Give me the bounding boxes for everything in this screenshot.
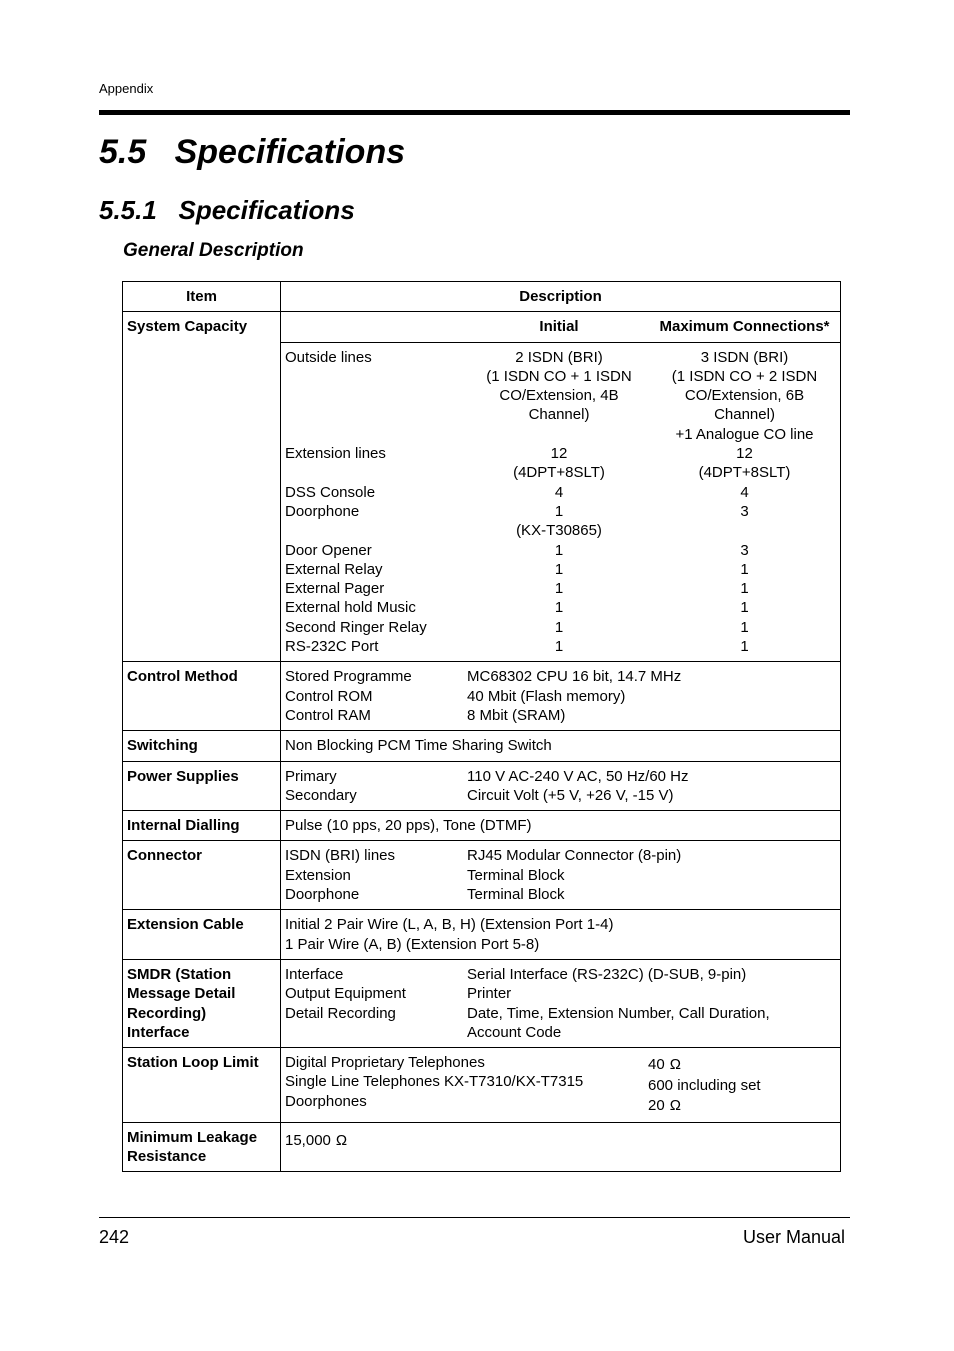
- capacity-row: [285, 483, 836, 502]
- page-number: 242: [99, 1227, 130, 1247]
- row-label: Control Method: [123, 662, 281, 730]
- kv-key: Single Line Telephones KX-T7310/KX-T7315: [285, 1073, 584, 1091]
- capacity-max: 1: [740, 638, 749, 656]
- table-row-internal-dialling: [123, 810, 840, 840]
- capacity-item: Door Opener: [285, 541, 372, 559]
- kv-key: Doorphones: [285, 1092, 367, 1110]
- capacity-initial: 2 ISDN (BRI) (1 ISDN CO + 1 ISDN CO/Extension, 4B Channel): [486, 348, 632, 424]
- capacity-row: [285, 579, 836, 598]
- col-max: Maximum Connections*: [659, 318, 830, 336]
- kv-value: 20: [648, 1097, 665, 1115]
- capacity-initial: 12 (4DPT+8SLT): [513, 445, 605, 482]
- capacity-max: 1: [740, 560, 749, 578]
- capacity-item: Doorphone: [285, 502, 360, 520]
- capacity-row: [285, 637, 836, 656]
- kv-value: Circuit Volt (+5 V, +26 V, -15 V): [467, 786, 674, 804]
- kv-key: Output Equipment: [285, 985, 406, 1003]
- capacity-max: 4: [740, 483, 749, 501]
- kv-value: Printer: [467, 985, 512, 1003]
- capacity-item: External hold Music: [285, 599, 416, 617]
- capacity-initial: 1: [554, 580, 564, 598]
- subsection-title: 5.5.1 Specifications: [99, 195, 355, 225]
- capacity-max: 3: [740, 502, 749, 520]
- row-label: Station Loop Limit: [123, 1048, 281, 1122]
- capacity-item: External Relay: [285, 560, 383, 578]
- kv-key: Detail Recording: [285, 1004, 396, 1022]
- capacity-initial: 4: [554, 483, 564, 501]
- capacity-max: 3 ISDN (BRI) (1 ISDN CO + 2 ISDN CO/Extension, 6B Channel) +1 Analogue CO line: [671, 348, 818, 443]
- capacity-item: RS-232C Port: [285, 638, 379, 656]
- kv-key: Control ROM: [285, 687, 373, 705]
- row-label: Switching: [123, 731, 281, 760]
- kv-value: 110 V AC-240 V AC, 50 Hz/60 Hz: [467, 767, 689, 785]
- kv-value: Serial Interface (RS-232C) (D-SUB, 9-pin): [467, 965, 747, 983]
- header-rule: [99, 110, 850, 115]
- kv-key: Secondary: [285, 786, 357, 804]
- capacity-initial: 1: [554, 541, 564, 559]
- capacity-row: [285, 618, 836, 637]
- subheading: General Description: [123, 240, 304, 261]
- row-label: SMDR (Station Message Detail Recording) Interface: [123, 960, 281, 1047]
- table-row-control-method: [123, 661, 840, 730]
- specifications-table: [122, 281, 841, 1172]
- header-description: Description: [519, 288, 602, 305]
- kv-value: 8 Mbit (SRAM): [467, 706, 566, 724]
- running-header: Appendix: [99, 81, 154, 96]
- row-value: Non Blocking PCM Time Sharing Switch: [285, 737, 552, 755]
- footer-rule: [99, 1217, 850, 1218]
- header-item: Item: [123, 282, 281, 311]
- kv-value: 40 Mbit (Flash memory): [467, 687, 626, 705]
- capacity-item: Outside lines: [285, 348, 372, 366]
- kv-key: ISDN (BRI) lines: [285, 847, 396, 865]
- table-row-power-supplies: [123, 761, 840, 811]
- row-label: Connector: [123, 841, 281, 909]
- capacity-initial: 1: [554, 618, 564, 636]
- col-initial: Initial: [539, 318, 579, 336]
- capacity-item: Second Ringer Relay: [285, 618, 427, 636]
- kv-value: Terminal Block: [467, 866, 565, 884]
- table-row-system-capacity: [123, 311, 840, 661]
- kv-key: [285, 1023, 467, 1042]
- row-label: Power Supplies: [123, 762, 281, 811]
- row-label: System Capacity: [123, 312, 281, 661]
- row-label: Extension Cable: [123, 910, 281, 959]
- kv-key: Extension: [285, 866, 351, 884]
- capacity-max: 1: [740, 599, 749, 617]
- kv-value: RJ45 Modular Connector (8-pin): [467, 847, 682, 865]
- capacity-max: 12 (4DPT+8SLT): [698, 445, 791, 482]
- kv-value: Account Code: [467, 1023, 562, 1041]
- table-row-smdr: [123, 959, 840, 1047]
- kv-value: 600 including set: [648, 1076, 761, 1094]
- capacity-initial: 1 (KX-T30865): [516, 502, 602, 540]
- kv-key: Interface: [285, 965, 344, 983]
- capacity-max: 3: [740, 541, 749, 559]
- table-header-row: [123, 282, 840, 311]
- kv-key: Doorphone: [285, 886, 360, 904]
- capacity-row: [285, 444, 836, 483]
- row-value-line: 1 Pair Wire (A, B) (Extension Port 5-8): [285, 935, 540, 953]
- capacity-item: Extension lines: [285, 445, 386, 463]
- capacity-row: [285, 348, 836, 444]
- kv-value: Terminal Block: [467, 886, 565, 904]
- capacity-item: External Pager: [285, 580, 385, 598]
- table-row-extension-cable: [123, 909, 840, 959]
- capacity-item: DSS Console: [285, 483, 376, 501]
- capacity-row: [285, 598, 836, 617]
- capacity-max: 1: [740, 580, 749, 598]
- capacity-row: [285, 560, 836, 579]
- capacity-initial: 1: [554, 599, 564, 617]
- kv-key: Primary: [285, 767, 337, 785]
- section-title: 5.5 Specifications: [99, 133, 406, 171]
- kv-key: Digital Proprietary Telephones: [285, 1054, 485, 1072]
- table-row-switching: [123, 730, 840, 760]
- kv-value: 40: [648, 1056, 665, 1074]
- table-row-connector: [123, 840, 840, 909]
- kv-value: MC68302 CPU 16 bit, 14.7 MHz: [467, 668, 682, 686]
- table-row-min-leakage: [123, 1122, 840, 1172]
- kv-key: Control RAM: [285, 706, 371, 724]
- manual-title: User Manual: [742, 1227, 845, 1247]
- kv-key: Stored Programme: [285, 668, 412, 686]
- capacity-initial: 1: [554, 638, 564, 656]
- capacity-max: 1: [740, 618, 749, 636]
- capacity-row: [285, 541, 836, 560]
- row-value: 15,000: [285, 1131, 331, 1149]
- capacity-body: [281, 343, 840, 662]
- capacity-initial: 1: [554, 560, 564, 578]
- ohm-unit: Ω: [669, 1056, 681, 1074]
- ohm-unit: Ω: [335, 1131, 348, 1149]
- capacity-subheader: [281, 312, 840, 342]
- capacity-row: [285, 502, 836, 541]
- row-label: Internal Dialling: [123, 811, 281, 840]
- row-value: Pulse (10 pps, 20 pps), Tone (DTMF): [285, 817, 532, 835]
- kv-value: Date, Time, Extension Number, Call Duration,: [467, 1004, 770, 1022]
- table-row-station-loop-limit: [123, 1047, 840, 1122]
- row-value-line: Initial 2 Pair Wire (L, A, B, H) (Extension Port 1-4): [285, 916, 614, 934]
- row-label: Minimum Leakage Resistance: [123, 1123, 281, 1172]
- ohm-unit: Ω: [669, 1097, 681, 1115]
